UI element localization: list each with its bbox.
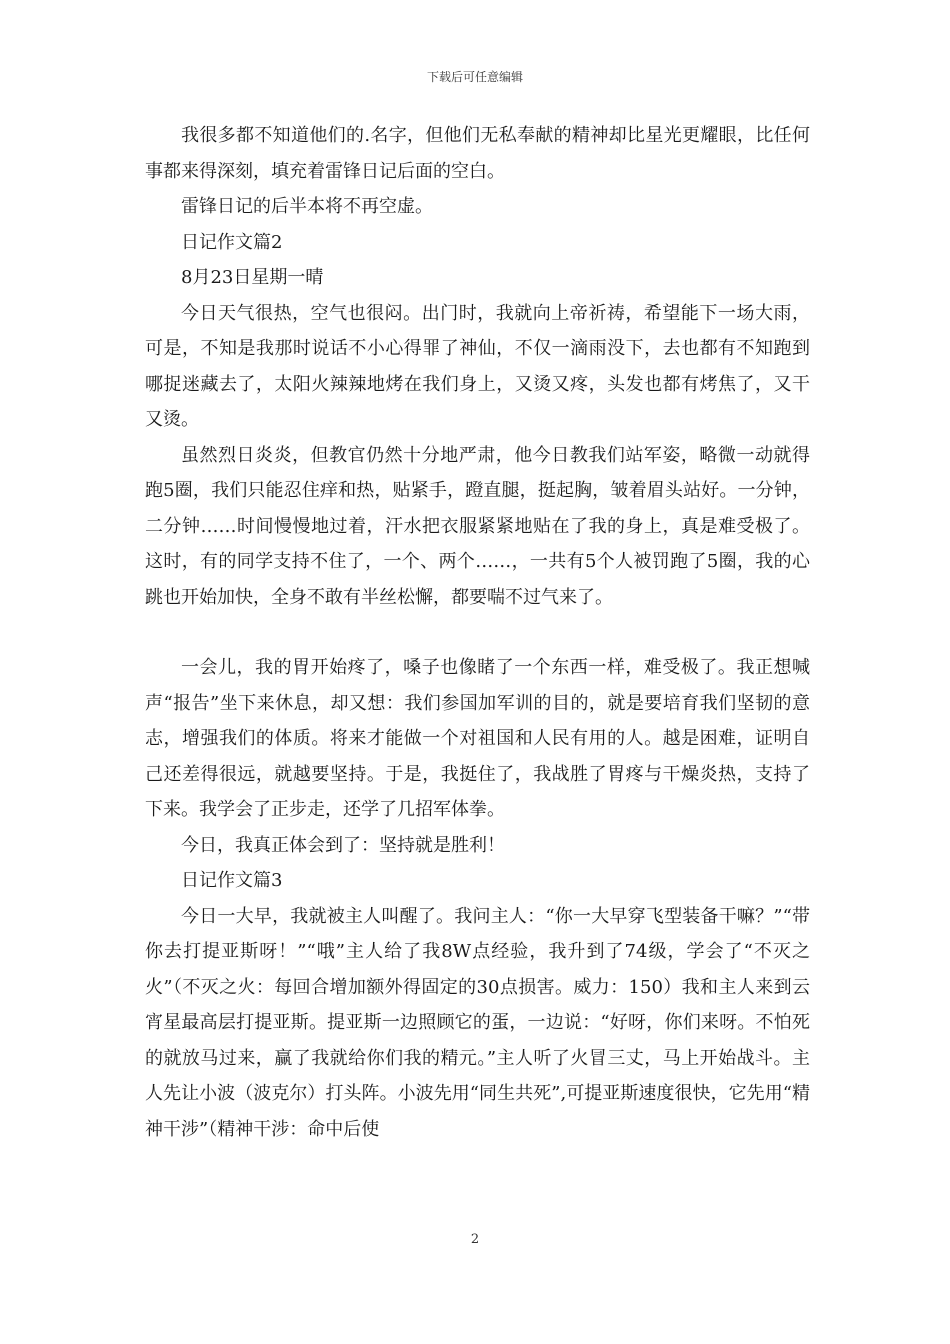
paragraph: 雷锋日记的后半本将不再空虚。 xyxy=(181,196,433,217)
diary-date-line: 8月23日星期一晴 xyxy=(181,267,324,288)
paragraph: 一会儿，我的胃开始疼了，嗓子也像睹了一个东西一样，难受极了。我正想喊声“报告”坐下来休息，却又想：我们参国加军训的目的，就是要培育我们坚韧的意志，增强我们的体质。将来才能做一个对祖国和人民有用的人。越是困难，证明自己还差得很远，就越要坚持。于是，我挺住了，我战胜了胃疼与干燥炎热，支持了下来。我学会了正步走，还学了几招军体拳。 xyxy=(145,657,810,820)
paragraph: 虽然烈日炎炎，但教官仍然十分地严肃，他今日教我们站军姿，略微一动就得跑5圈，我们只能忍住痒和热，贴紧手，蹬直腿，挺起胸，皱着眉头站好。一分钟，二分钟……时间慢慢地过着，汗水把衣服紧紧地贴在了我的身上，真是难受极了。这时，有的同学支持不住了，一个、两个……，一共有5个人被罚跑了5圈，我的心跳也开始加快，全身不敢有半丝松懈，都要喘不过气来了。 xyxy=(145,444,810,608)
section-heading: 日记作文篇2 xyxy=(181,231,283,253)
paragraph: 今日天气很热，空气也很闷。出门时，我就向上帝祈祷，希望能下一场大雨，可是，不知是我那时说话不小心得罪了神仙，不仅一滴雨没下，去也都有不知跑到哪捉迷藏去了，太阳火辣辣地烤在我们身上，又烫又疼，头发也都有烤焦了，又干又烫。 xyxy=(145,302,810,430)
page-header: 下载后可任意编辑 xyxy=(426,70,523,84)
paragraph: 今日一大早，我就被主人叫醒了。我问主人：“你一大早穿飞型装备干嘛？”“带你去打提亚斯呀！”“哦”主人给了我8W点经验，我升到了74级，学会了“不灭之火”（不灭之火：每回合增加额外得固定的30点损害。威力：150）我和主人来到云宵星最高层打提亚斯。提亚斯一边照顾它的蛋，一边说：“好呀，你们来呀。不怕死的就放马过来，赢了我就给你们我的精元。”主人听了火冒三丈，马上开始战斗。主人先让小波（波克尔）打头阵。小波先用“同生共死”,可提亚斯速度很快，它先用“精神干涉”（精神干涉：命中后使 xyxy=(145,905,810,1140)
paragraph: 今日，我真正体会到了：坚持就是胜利！ xyxy=(181,834,505,856)
blank-line xyxy=(145,615,810,650)
document-body xyxy=(145,118,810,1147)
paragraph: 我很多都不知道他们的.名字，但他们无私奉献的精神却比星光更耀眼，比任何事都来得深刻，填充着雷锋日记后面的空白。 xyxy=(145,125,810,182)
page-number: 2 xyxy=(470,1232,480,1247)
section-heading: 日记作文篇3 xyxy=(181,870,283,891)
